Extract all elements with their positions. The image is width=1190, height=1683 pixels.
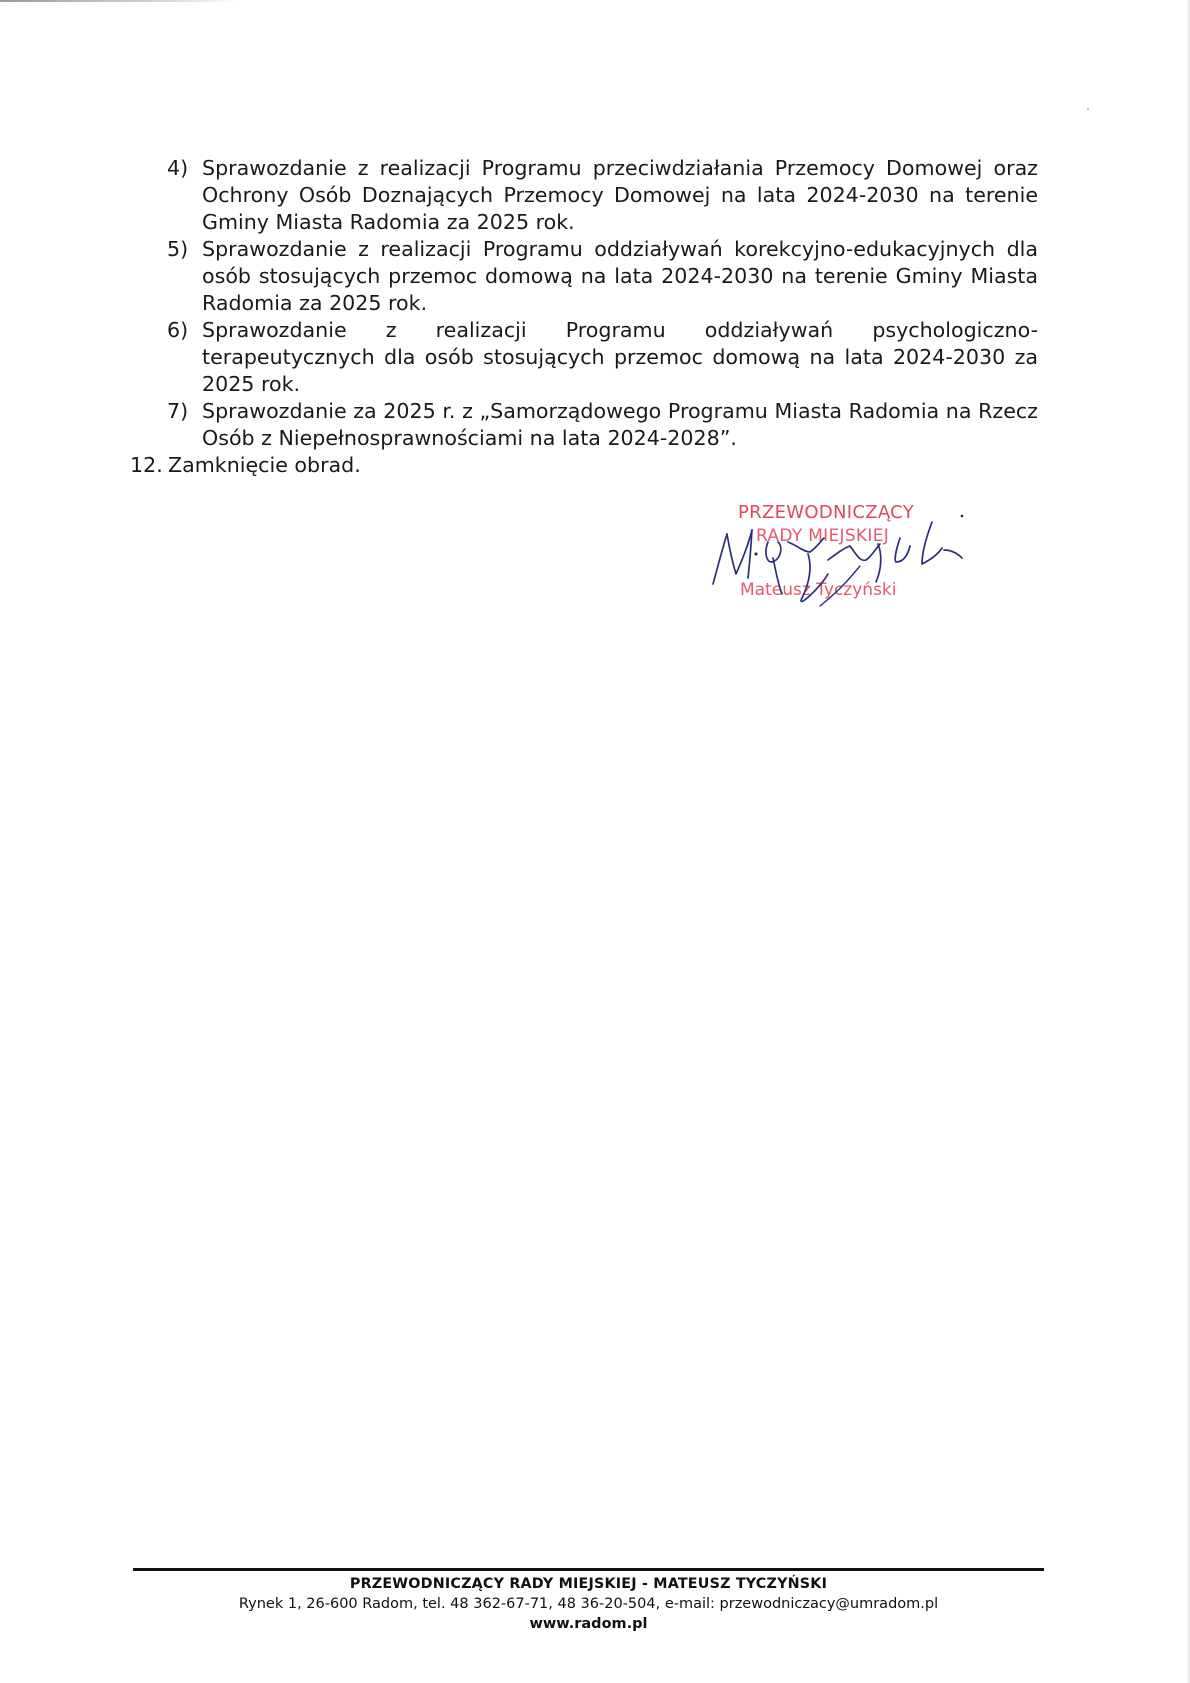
agenda-main-item-number: 12. [130,453,163,477]
agenda-subitem [130,317,1038,398]
footer-divider [133,1568,1044,1571]
agenda-subitem-number: 7) [167,399,189,423]
agenda-subitem-text: Sprawozdanie z realizacji Programu przeciwdziałania Przemocy Domowej oraz Ochrony Osób Doznających Przemocy Domowej na lata 2024-2030 na terenie Gminy Miasta Radomia za 2025 rok. [202,156,1038,234]
stamp-title: PRZEWODNICZĄCY [738,502,915,523]
agenda-subitem [130,155,1038,236]
agenda-main-item-text: Zamknięcie obrad. [168,453,361,477]
scan-edge-top [0,0,240,2]
footer [133,1574,1044,1634]
agenda-subitem-text: Sprawozdanie za 2025 r. z „Samorządowego Programu Miasta Radomia na Rzecz Osób z Niepełnosprawnościami na lata 2024-2028”. [202,399,1038,450]
agenda-subitem-text: Sprawozdanie z realizacji Programu oddziaływań psychologiczno-terapeutycznych dla osób stosujących przemoc domową na lata 2024-2030 za 2025 rok. [202,318,1038,396]
agenda-subitem-text: Sprawozdanie z realizacji Programu oddziaływań korekcyjno-edukacyjnych dla osób stosujących przemoc domową na lata 2024-2030 na terenie Gminy Miasta Radomia za 2025 rok. [202,237,1038,315]
stamp-name: Mateusz Tyczyński [740,580,897,600]
footer-website: www.radom.pl [529,1616,648,1632]
agenda-subitem [130,236,1038,317]
agenda-main-item [130,452,1038,479]
footer-address: Rynek 1, 26-600 Radom, tel. 48 362-67-71, 48 36-20-504, e-mail: przewodniczacy@umradom.pl [238,1596,939,1612]
agenda-subitem-number: 6) [167,318,189,342]
agenda-subitem-number: 5) [167,237,189,261]
agenda-subitem-number: 4) [167,156,189,180]
stamp-subtitle: RADY MIEJSKIEJ [756,526,890,546]
agenda-subitem [130,398,1038,452]
agenda-list [130,155,1038,479]
chairman-stamp [700,502,1020,612]
footer-title: PRZEWODNICZĄCY RADY MIEJSKIEJ - MATEUSZ TYCZYŃSKI [349,1576,828,1592]
scan-speck [1087,108,1089,110]
